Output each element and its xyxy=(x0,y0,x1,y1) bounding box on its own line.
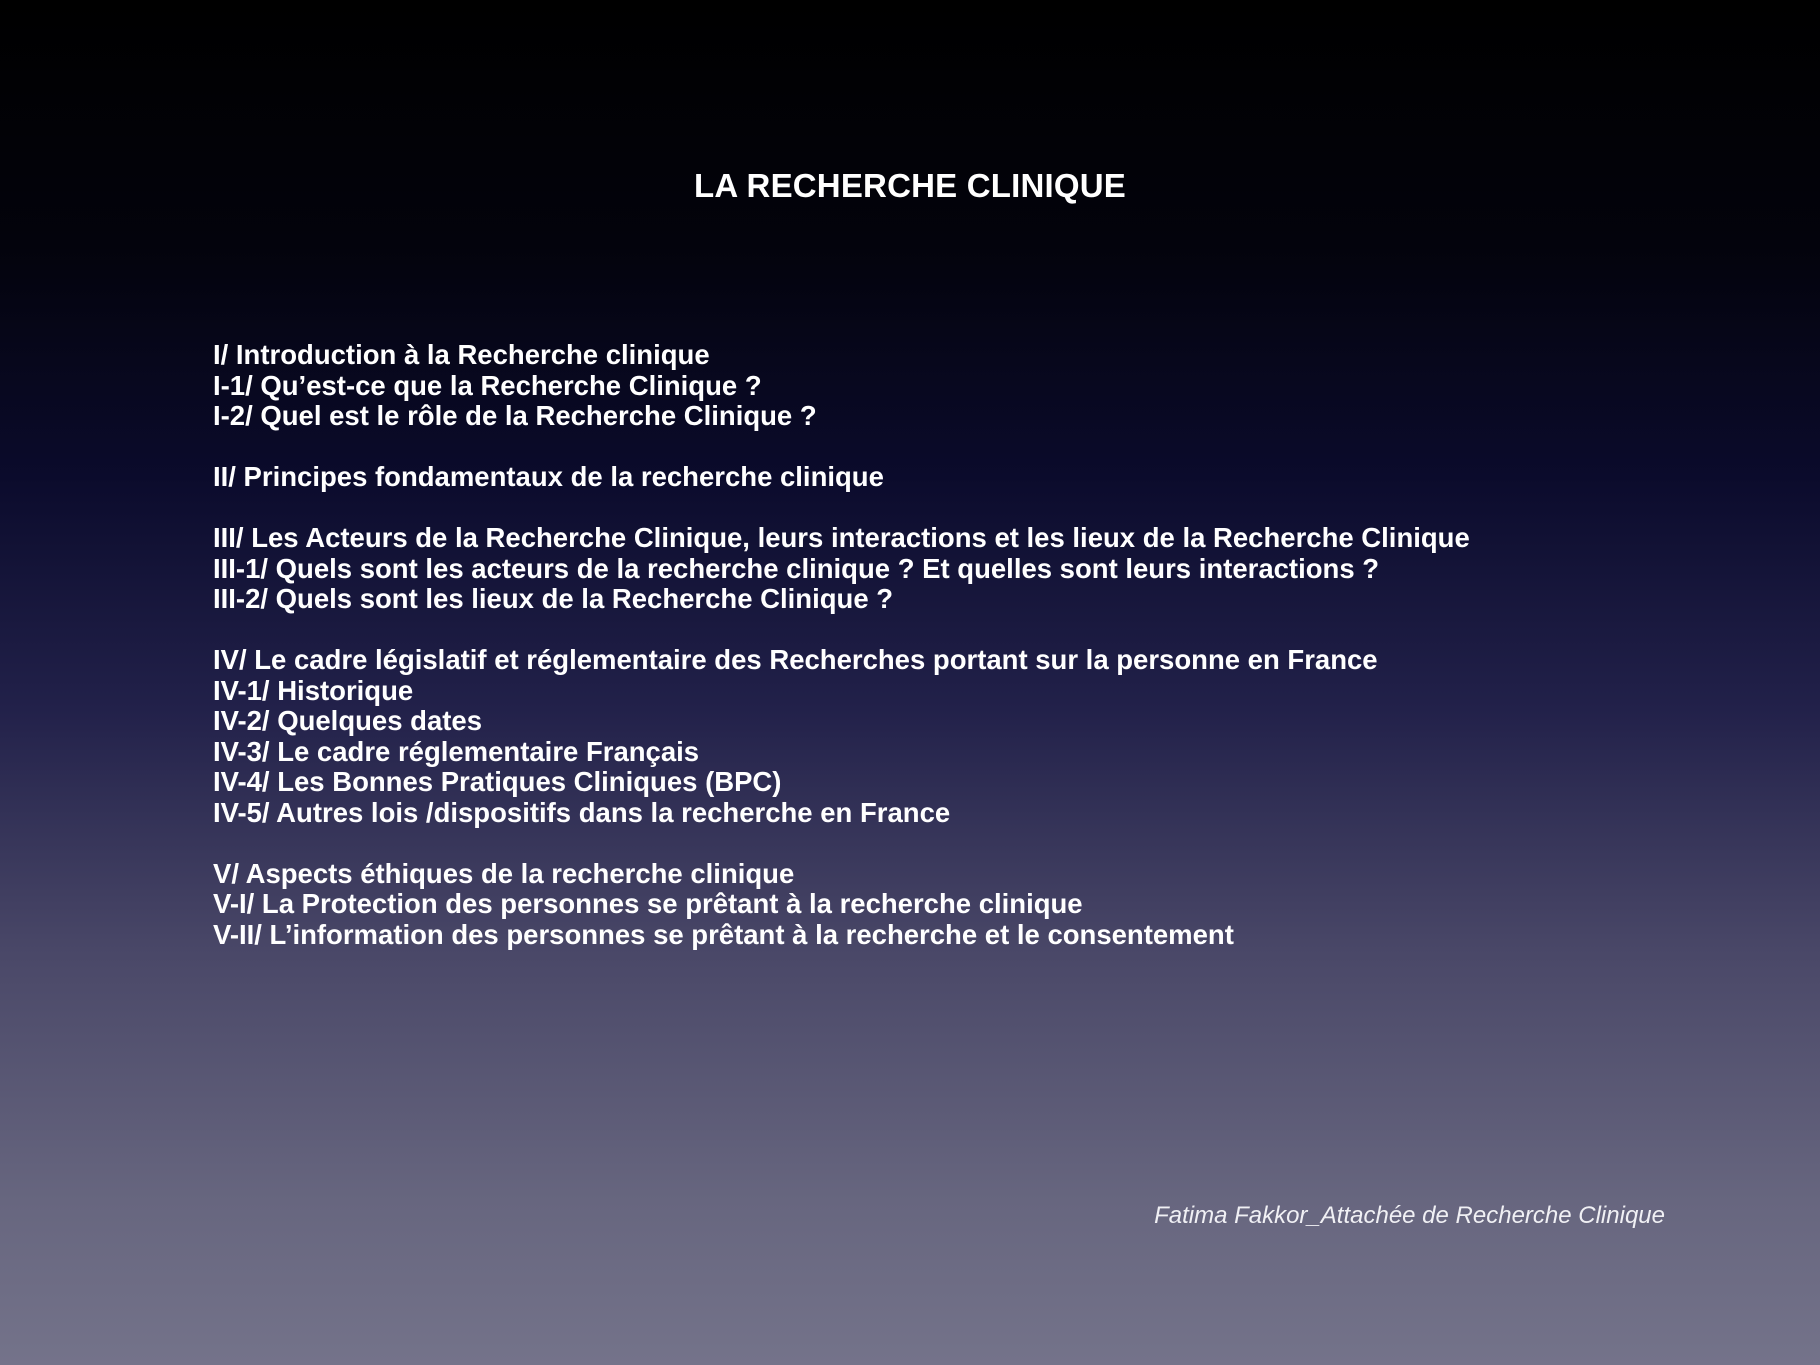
section-heading: V/ Aspects éthiques de la recherche clinique xyxy=(213,857,795,889)
outline-section-1 xyxy=(213,340,1773,432)
subsection-item: IV-4/ Les Bonnes Pratiques Cliniques (BPC) xyxy=(213,766,782,797)
subsection-item: III-2/ Quels sont les lieux de la Recherche Clinique ? xyxy=(213,583,894,614)
subsection-item: IV-2/ Quelques dates xyxy=(213,705,482,736)
subsection-item: I-2/ Quel est le rôle de la Recherche Clinique ? xyxy=(213,400,817,431)
author-credit: Fatima Fakkor_Attachée de Recherche Clinique xyxy=(1154,1202,1665,1229)
subsection-item: IV-1/ Historique xyxy=(213,674,414,706)
outline-section-2 xyxy=(213,462,1773,493)
outline-section-3 xyxy=(213,523,1773,615)
subsection-item: IV-5/ Autres lois /dispositifs dans la recherche en France xyxy=(213,796,951,828)
section-heading: I/ Introduction à la Recherche clinique xyxy=(213,339,710,370)
subsection-item: V-I/ La Protection des personnes se prêtant à la recherche clinique xyxy=(213,888,1083,919)
section-heading: IV/ Le cadre législatif et réglementaire des Recherches portant sur la personne en France xyxy=(213,644,1378,675)
subsection-item: V-II/ L’information des personnes se prêtant à la recherche et le consentement xyxy=(213,918,1234,950)
outline-section-5 xyxy=(213,859,1773,951)
section-heading: III/ Les Acteurs de la Recherche Clinique, leurs interactions et les lieux de la Recherche Clinique xyxy=(213,522,1470,553)
slide-title: LA RECHERCHE CLINIQUE xyxy=(694,167,1126,204)
section-heading: II/ Principes fondamentaux de la recherche clinique xyxy=(213,461,884,492)
outline-section-4 xyxy=(213,645,1773,828)
subsection-item: III-1/ Quels sont les acteurs de la recherche clinique ? Et quelles sont leurs interactions ? xyxy=(213,552,1380,584)
subsection-item: I-1/ Qu’est-ce que la Recherche Clinique ? xyxy=(213,369,762,401)
outline-list xyxy=(213,340,1773,981)
subsection-item: IV-3/ Le cadre réglementaire Français xyxy=(213,735,700,767)
